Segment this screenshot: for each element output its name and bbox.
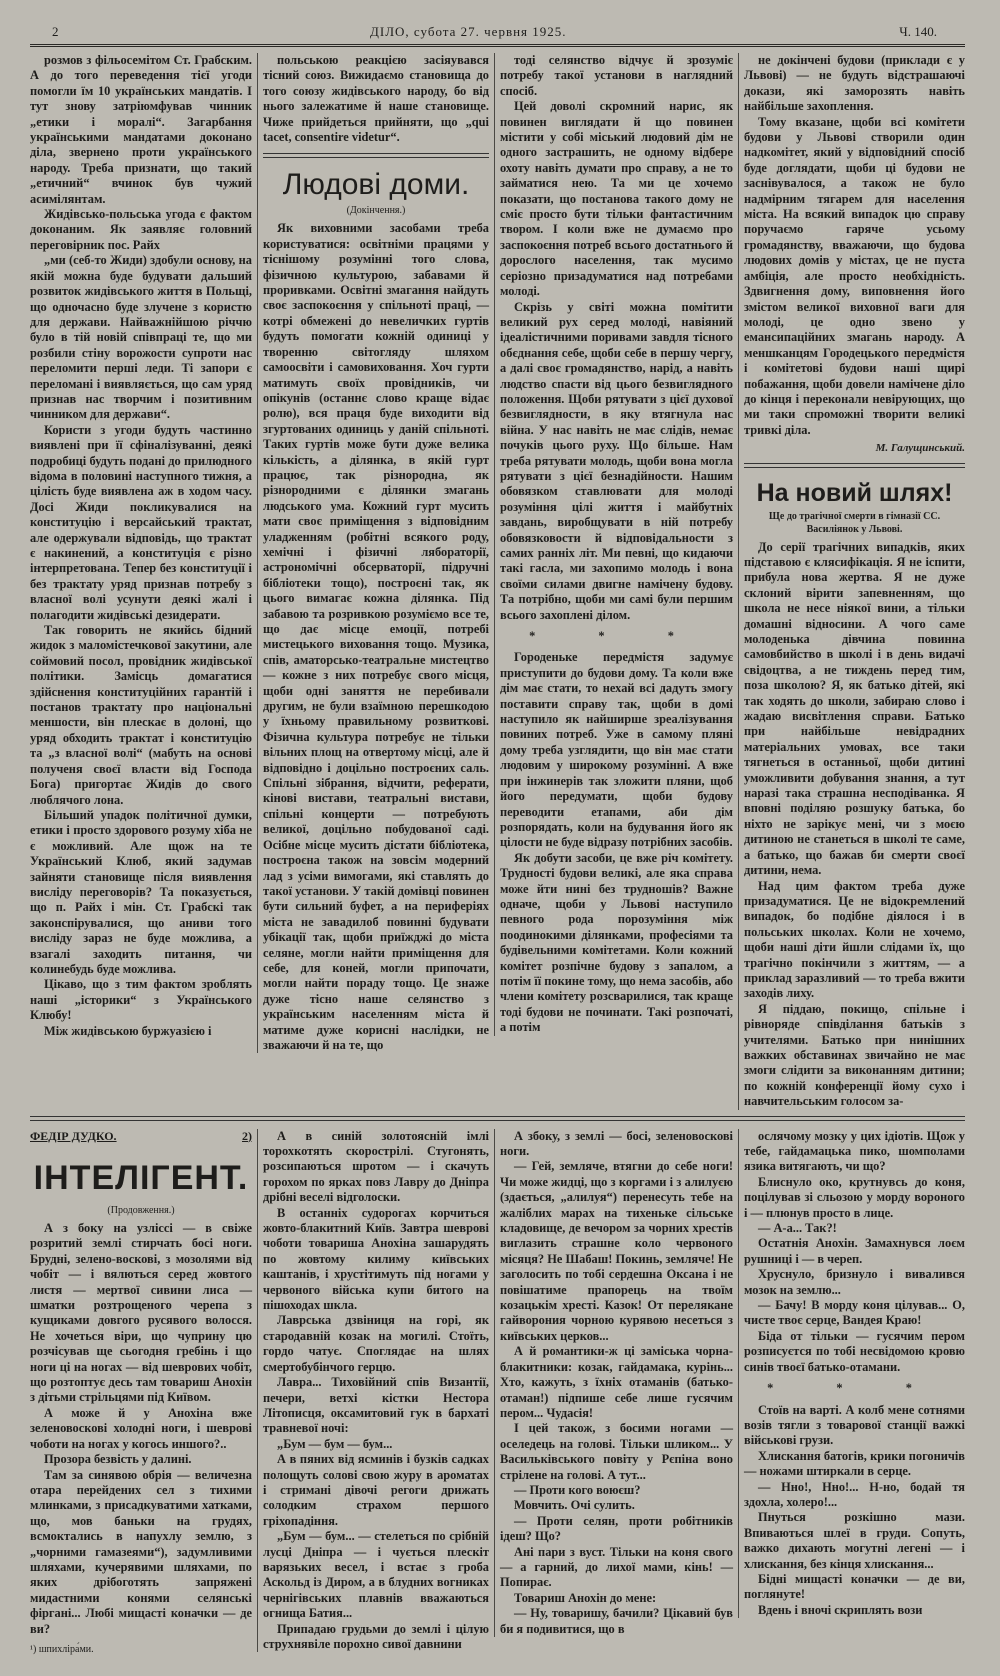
top-column-1: [30, 53, 257, 1039]
paragraph: Мовчить. Очі сулить.: [514, 1498, 635, 1513]
paragraph: І цей також, з босими ногами — оселедець на голові. Тільки шликом... У Васильківського повіту у Рєпіна воно стрілене на голові. А тут...: [500, 1421, 733, 1482]
section-divider: [744, 463, 965, 468]
paragraph: А з боку на узліссі — в свіже розритий землі стирчать босі ноги. Брудні, зелено-воскові, з мозолями від чобіт — і вялються серед жовтого листя — мертвої сивини лиса — шматки розтрощеного черепа з кущиками довгого русявого волосся. Не хочеться віри, що чуприну цю розчісував ще сьогодня гребінь і що ноги ці на ногах — від шеврових чобіт, що розтоптує десь там товариш Анохін з дітьми стрільцями під Київом.: [30, 1221, 252, 1405]
bottom-section: [30, 1129, 965, 1656]
paragraph: — Нно!, Нно!... Н-но, бодай тя здохла, холеро!...: [744, 1479, 965, 1509]
bottom-column-2: [257, 1129, 494, 1653]
paragraph: Прозора безвість у далині.: [44, 1452, 192, 1467]
paragraph: — Ну, товаришу, бачили? Цікавий був би я подивитися, що в: [500, 1606, 733, 1636]
footnote: ¹) шпихліра́ми.: [30, 1643, 94, 1655]
masthead-date: ДІЛО, субота 27. червня 1925.: [370, 24, 567, 39]
article-title-people-houses: Людові доми.: [282, 168, 470, 202]
section-break-stars: * * *: [767, 1381, 942, 1396]
paragraph: В останніх судорогах корчиться жовто-блакитний Київ. Завтра шеврові чоботи товариша Анохіна зашарудять по жовтому килиму київських каштанів, і хрустітимуть під ногами у червоного війська купи битого на пішоходах шкла.: [263, 1205, 489, 1313]
paragraph: Як добути засоби, це вже річ комітету. Трудності будови великі, але яка справа може йти нині без трудношів? Важне одначе, щоби у Львові наступило певного рода порозуміння між поодинокими ділянками, професіями та будівельними комітетами. Коли кожний комітет розпічне будову з запалом, а потім її покине тому, що нема засобів, або члени комітету розсварилися, так краще тоді будови не починати. Такі розпочаті, а потім: [500, 850, 733, 1035]
story-subtitle: (Продовження.): [107, 1205, 175, 1216]
paragraph: розмов з фільосемітом Ст. Грабским. А до того переведення тієї угоди помогли їм 10 українських мандатів. І тут знову затріюмфував чинник „етики і моралі“. Загарбання українськими мандатами доконано діла, звернено проти українського народу. Треба признати, що такий „етичний“ вчинок був чужий асимілянтам.: [30, 53, 252, 206]
paragraph: Лавра... Тиховійний спів Византії, печери, ветхі кістки Нестора Літописця, оксамитовий гук в бархаті травневої ночі:: [263, 1375, 489, 1436]
paragraph: ослячому мозку у цих ідіотів. Щож у тебе, гайдамацька пико, шомполами язика витягають, чи що?: [744, 1128, 965, 1174]
paragraph: А може й у Анохіна вже зеленовоскові холодні ноги, і шеврові чоботи на ногах у когось иншого?..: [30, 1405, 252, 1451]
section-divider: [263, 153, 489, 158]
paragraph: А в синій золотоясній імлі торохкотять скорострілі. Стугонять, розсипаються шротом — і скачуть горохом по ярках повз Лавру до Дніпра дрібні веселі відголоски.: [263, 1128, 489, 1205]
paragraph: До серії трагічних випадків, яких підставою є клясифікація. Я не іспити, прибула нова жертва. Я не дуже склоний вірити запевненням, що школа не несе ніякої вини, а тільки домашні відносини. А чого саме молоденька дівчина повинна самовбийство в школі і в день видачі свідоцтва, а не тиждень перед тим, поза школою? Я, як батько дітей, які так ходять до школи, забираю слово і жадаю висвітлення справи. Батько при найбільше невідрадних матеріальних умовах, все таки тягнеться в останньої, щоби дитині уможливити добування знання, а тут наразі така страшна несподіванка. Я вповні поділяю розшуку батька, бо ніхто не зарікує мені, чи з моєю дитиною не станеться в школі те саме, а батько, що бажав би смерти своєї дитини, нема.: [744, 539, 965, 878]
paragraph: Бідні мищасті коначки — де ви, поглянуте!: [744, 1571, 965, 1602]
top-column-4: [738, 53, 965, 1110]
paragraph: Остатнія Анохін. Замахнувся лоєм рушниці і — в череп.: [744, 1236, 965, 1266]
paragraph: Користи з угоди будуть частинно виявлені при її сфіналізуванні, деякі подробиці будуть подані до прилюдного відома в половині наступного тижня, а цілість буде виявлена аж в ходом часу. Досі Жиди покликувалися на конституцію і версайський трактат, але одержували відповідь, що трактат є накинений, а конституція є різно інтерпретована. Тепер без конституції і без трактату уряд признав потребу з власної волі усунути деякі жалі і полагодити жидівські дезидерати.: [30, 422, 252, 622]
bottom-column-3: [494, 1129, 738, 1637]
paragraph: Жидівсько-польська угода є фактом доконаним. Як заявляє головний переговірник пос. Райх: [30, 207, 252, 252]
paragraph: Більший упадок політичної думки, етики і просто здорового розуму хіба не є можливий. Але щож на те Український Клюб, який задумав зайняти становище після виявлення висліду переговорів? Та показується, що п. Райх і мін. Ст. Грабскі так законспірувалися, що аниви того висліду зараз не буде можлива, а взагалі заходить питання, чи колинебудь буде можлива.: [30, 807, 252, 976]
paragraph: Припадаю грудьми до землі і цілую струхнявіле порохно сивої давнини: [263, 1621, 489, 1651]
article-subtitle: Ще до трагічної смерти в гімназії СС. Василіянок у Львові.: [768, 510, 941, 535]
paragraph: Над цим фактом треба дуже призадуматися. Це не відокремлений випадок, бо подібне діялося і в польських школах. Коли не хочемо, щоби наші діти йшли слідами їх, що трагічно покінчили з життям, — а приклад заразливий — то треба вжити заходів лиху.: [744, 878, 965, 1001]
paragraph: Цікаво, що з тим фактом зроблять наші „історики“ з Українського Клюбу!: [30, 977, 252, 1023]
paragraph: Хруснуло, бризнуло і вивалився мозок на землю...: [744, 1267, 965, 1297]
author-line: [30, 1129, 252, 1144]
top-column-3: [494, 53, 738, 1036]
paragraph: Хлискання батогів, крики погоничів — ножами штиркали в серце.: [744, 1448, 965, 1479]
paragraph: Пнуться розкішно мази. Впиваються шлеї в груди. Сопуть, важко дихають могутні легені — і хлискання, без кінця хлискання...: [744, 1510, 965, 1571]
paragraph: — Бачу! В морду коня цілував... О, чисте твоє серце, Вандея Краю!: [744, 1298, 965, 1328]
paragraph: Так говорить не якийсь бідний жидок з маломістечкової закутини, але соймовий посол, провідник жидівської політики. Замісць домагатися здійснення конституційних гарантій і постанов трактату про національні меншости, він плескає в долоні, що уряд обходить трактат і конституцію та „з власної волі“ (мабуть на основі полученя своєї власти від Господа Бога) пригортає Жидів до свого люблячого лона.: [30, 623, 252, 807]
page-header: [30, 22, 965, 47]
article-title-new-path: На новий шлях!: [756, 478, 953, 507]
paragraph: тоді селянство відчує й зрозуміє потребу такої установи в наглядний спосіб.: [500, 53, 733, 98]
paragraph: А в пяних від ясминів і бузків садках полощуть солові свою журу в ароматах і стримані дівочі регоги дрижать солодким страхом першого гріхопадіння.: [263, 1452, 489, 1528]
paragraph: „ми (себ-то Жиди) здобули основу, на якій можна буде будувати дальший розвиток жидівського життя в Польщі, що одночасно буде злучене з користю для держави. Найважнійшою річчю було в тій новій співпраці те, що ми розбили стіну ворожости супроти нас переломити перші леди. Ті запори є переломані і виявляється, що сам уряд признав нас творчим і позитивним чинником для держави“.: [30, 253, 252, 422]
paragraph: Тому вказане, щоби всі комітети будови у Львові створили один надкомітет, який у відповідний спосіб буде доглядати, щоби ці будови не заснівувалося, а також не було надмірним тягарем для населення міста. На всякий випадок цю справу поручаємо гаряче усьому громадянству, вважаючи, що будова людових домів у містах, це не пуста амбіція, але просто необхідність. Здвигнення дому, виповнення його змістом великої виховної ваги для молоді, це одно звено у емансипаційних змагань народу. А меншканцям Городецького передмістя і комітетові будови наші щирі побажання, щоби довели намічене діло до кінця і переконали невірующих, що ми таки спроможні творити великі тривкі діла.: [744, 114, 965, 437]
paragraph: Як виховними засобами треба користуватися: освітніми працями у тіснішому розумінні того слова, фізичною культурою, забавами й проривками. Освітні змагання найдуть своє заспокоєння у спільноті праці, — котрі обмежені до невеличких гуртів будуть помогати кожній одиниці у творенню світогляду шляхом самоосвіти і самовиховання. Хоч гурти матимуть своїх провідників, чи опікунів (останнє слово краще відає ролю), вся праця буде виходити від згуртованих одиниць у даній спільноті. Таких гуртів може бути дуже велика кількість, а ділянка, в якій гурт працює, так різнородна, як різнородними є ділянки змагань людського ума. Кожний гурт мусить мати своє приміщення з відповідним уладженням (робітні всякого роду, хемічні і фізичні лябораторії, астрономічні обсерваторії, підручні бібліотеки тощо), построєні так, як цього вимагає кожна ділянка. Під забавою та розривкою розуміємо все те, що дає місце емоції, потребі мистецького виховання тощо. Музика, спів, аматорсько-театральне мистецтво — кожне з них потребує свого місця, щоби одні заняття не перебивали другим, не були взаїмною перешкодою у їхньому правильному розвиткові. Фізична культура потребує не тільки вільних площ на отвертому місці, але й відповідно і доцільно построєних саль. Спільні зібрання, відчити, реферати, кінові вистави, театральні вистави, спільні концерти — потребують великої, доцільно побудованої саді. Осібне місце мусить дістати бібліотека, построєна також на зовсім модерний лад з усіми вимогами, які ставлять до такої установи. У такій домівці повинен бути сильний буфет, а на периферіях міста не завадилоб повинні будувати убікації так, щоби приїжджі до міста селяне, могли найти приміщення для себе, для коней, могли припочати, могли найти пораду тощо. Це знаже дуже тісно наше селянство з українським населенням міста й матиме дуже корисні наслідки, не зважаючи й на те, що: [263, 221, 489, 1052]
paragraph: „Бум — бум — бум...: [277, 1436, 393, 1451]
top-section: [30, 53, 965, 1110]
paragraph: А й романтики-ж ці заміська чорна-блакитники: козак, гайдамака, курінь... Хто, кажуть, з їхніх отаманів (батько-отаман!) підпише себе лише гусячим пером... Чудасія!: [500, 1344, 733, 1420]
paragraph: — Проти кого воюєш?: [514, 1482, 641, 1497]
paragraph: Блиснуло око, крутнувсь до коня, поцілував зі сльозою у морду вороного і — плюнув просто в лице.: [744, 1174, 965, 1220]
paragraph: Городеньке передмістя задумує приступити до будови дому. Та коли вже дім має стати, то нехай всі дадуть змогу поставити справу так, щоби в домі наступило як найширше зреалізування повиних потреб. Уже в самому пляні дому треба узглядити, що він має стати людовим у широкому розумінні. А вже при інжинерів так зложити пляни, щоб його передумати, щоби будову переводити етапами, аби дім розпорядать, коли на будування його як цілости не буде відразу потрібних засобів.: [500, 650, 733, 850]
top-column-2: [257, 53, 494, 1053]
installment-number: 2): [242, 1128, 252, 1143]
author-name: ФЕДІР ДУДКО.: [30, 1128, 117, 1143]
paragraph: А збоку, з землі — босі, зеленовоскові ноги.: [500, 1128, 733, 1158]
article-subtitle: (Докінчення.): [346, 205, 406, 217]
paragraph: — А-а... Так?!: [758, 1221, 837, 1236]
paragraph: Біда от тільки — гусячим пером розписуєтся по тобі несвідомою кровю синів твоєї батько-отамани.: [744, 1328, 965, 1374]
paragraph: Лаврська дзвіниця на горі, як стародавній козак на могилі. Стоїть, гордо чатує. Споглядає на шлях смертобубінчого герцю.: [263, 1313, 489, 1374]
issue-number: Ч. 140.: [899, 24, 937, 39]
article-signature: М. Галущинський.: [875, 442, 965, 455]
paragraph: Цей доволі скромний нарис, як повинен виглядати й що повинен містити у собі міський людовий дім не одного застрашить, не одному відбере охоту навіть думати про справу, а не то займатися нею. Та ми це хочемо показати, що постанова такого дому не сміє просто бути тільки фантастичним твором. І коли вже не думаємо про заспокоєння потреб всього достатнього й дорослого населення, так мусимо серіозно призадуматися над потребами молоді.: [500, 99, 733, 299]
paragraph: Там за синявою обрія — величезна отара перейдених сел з тихими млинками, з присадкуватими хатками, що, мов баньки на грудях, всмоктались в напухлу землю, з „чорними гамазеями“), задумливими шляхами, кучерявими шляхами, по яких дрібоготять запряжені мидастними конями селянські фіргані... Любі мищасті коначки — де ви?: [30, 1467, 252, 1636]
paragraph: Вдень і вночі скриплять вози: [758, 1602, 923, 1617]
paragraph: Товариш Анохін до мене:: [514, 1590, 657, 1605]
bottom-column-4: [738, 1129, 965, 1619]
newspaper-page: [30, 0, 965, 1676]
page-number: 2: [52, 24, 59, 39]
paragraph: — Гей, земляче, втягни до себе ноги! Чи може жидці, що з коргами і з алилуєю (здається, „алилуя“) перенесуть тебе на жаліблих марах на тихеньке сільське кладовище, де вечором за чорних хрестів виглазить страшне коло червоного місяця? Не Шабаш! Покинь, земляче! Не заголосить по тобі сердешна Оксана і не повішатиме прапорець на твоїм козацькім хресті. Казок! От перелякане гайворония чорною курявою несеться з київських церков...: [500, 1159, 733, 1343]
section-break-stars: * * *: [529, 629, 704, 644]
paragraph: Скрізь у світі можна помітити великий рух серед молоді, навіяний ідеалістичними поривами завдля тісного обєднання себе, щоби себе в першу чергу, а далі своє громадянство, нарід, а навіть людство спасти від цього безвиглядного положення. Щоби рятувати з цієї духової безвиглядности, в яку втягнула нас війна. У нас навіть не має слідів, немає почуків цього руху. Що більше. Нам треба рятувати молодь, щоби вона могла рятувати з цієї безнадійности. Нашим обовязком ставлювати для молоді розуміння цілі життя і майбутніх завдань, виробщувати в ній потребу обовязковости й відповідальности з самих ранніх літ. Ми певні, що кидаючи такі гасла, ми захопимо молодь і вона своїми силами двигне намічену будову. Та потрібно, щоби ми самі були першим всього захоплені ділом.: [500, 299, 733, 622]
paragraph: Стоїв на варті. А колб мене сотнями возів тягли з товарової станції важкі військові грузи.: [744, 1402, 965, 1448]
story-title: ІНТЕЛІГЕНТ.: [33, 1159, 249, 1197]
paragraph: Я піддаю, покищо, спільне і рівноряде співділання батьків з учителями. Батько при нинішних важких обставинах звичайно не має змоги слідити за виконанням дитини; по кожній конференції йому сухо і навчительським голосом за-: [744, 1001, 965, 1109]
bottom-column-1: [30, 1129, 257, 1656]
section-divider: [30, 1116, 965, 1121]
paragraph: Між жидівською буржуазією і: [44, 1023, 212, 1038]
paragraph: польською реакцією засіяувався тісний союз. Вижидаємо становища до того союзу жидівського народу, бо від нього залежатиме й наше становище. Чиже прийдеться прийняти, що „qui tacet, consentire videtur“.: [263, 53, 489, 145]
paragraph: — Проти селян, проти робітників ідеш? Що?: [500, 1513, 733, 1544]
paragraph: не докінчені будови (приклади є у Львові) — не будуть відстрашаючі докази, які заморозять навіть найбільше захоплення.: [744, 53, 965, 114]
paragraph: „Бум — бум... — стелеться по срібній лусці Дніпра — і чується плескіт варязьких весел, і встає з гроба Аскольд із Диром, а в блудних вогниках чернігівських плавнів вважаються огнища Батия...: [263, 1529, 489, 1621]
paragraph: Ані пари з вуст. Тільки на коня свого — а гарний, до лихої мами, кінь! — Попирає.: [500, 1544, 733, 1590]
